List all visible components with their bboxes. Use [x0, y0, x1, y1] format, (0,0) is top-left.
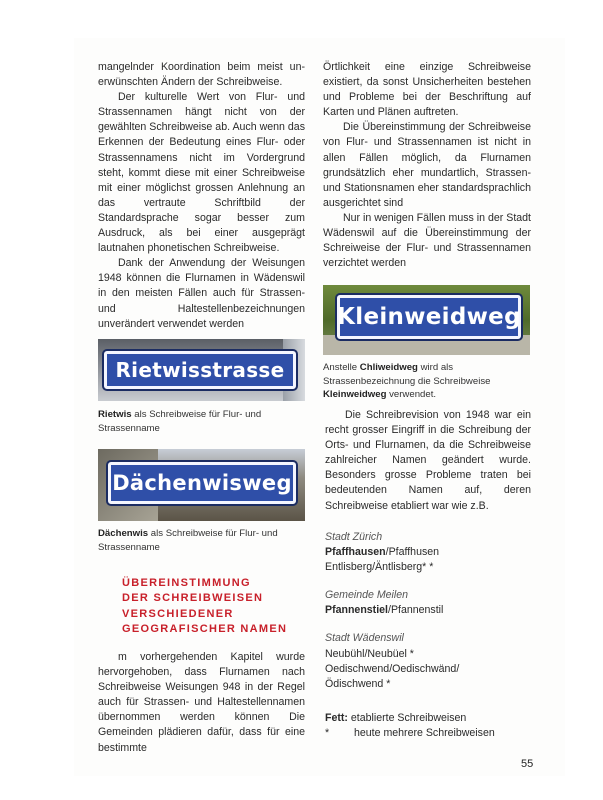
example-line: Entlisberg/Äntlisberg* * — [325, 561, 434, 574]
paragraph: mangelnder Koordination beim meist un-erwünschten Ändern der Schreibweise. — [98, 61, 305, 89]
street-sign: Rietwisstrasse — [104, 351, 296, 389]
legend-star: * heute mehrere Schreibweisen — [325, 727, 495, 740]
example-line: Pfaffhausen/Pfaffhusen — [325, 546, 440, 559]
section-heading: ÜBEREINSTIMMUNG DER SCHREIBWEISEN VERSCHIEDENER GEOGRAFISCHER NAMEN — [122, 577, 288, 636]
paragraph: Der kulturelle Wert von Flur- und Strassennamen hängt nicht von der gewählten Schreibweise ab. Auch wenn das Erkennen der Bedeutung eines Flur- oder Strassennamens nicht im Vordergrund steht, kommt diese mit einer Schreibweise mit einer möglichst grossen Anlehnung an das vertraute Schriftbild der Standardsprache sogar besser zum Ausdruck, als bei einer ausgeprägt lautnahen phonetischen Schreibweise. — [98, 91, 305, 255]
street-sign-photo — [98, 449, 305, 521]
page-number: 55 — [521, 758, 534, 770]
paragraph: Nur in wenigen Fällen muss in der Stadt Wädenswil auf die Übereinstimmung der Schreiweise der Flur- und Strassennamen verzichtet werden — [323, 211, 531, 270]
legend — [325, 711, 495, 741]
location-label: Stadt Wädenswil — [325, 632, 404, 645]
paragraph: Die Schreibrevision von 1948 war ein recht grosser Eingriff in die Schreibung der Orts- und Flurnamen, da die Schreibweise zahlreicher Namen geändert wurde. Besonders grosse Probleme traten bei bedeutenden Namen auf, deren Schreibweise etabliert war wie z.B. — [325, 409, 531, 512]
street-sign-photo — [323, 285, 530, 355]
street-sign-photo — [98, 339, 305, 401]
left-column-bottom — [98, 650, 305, 756]
figure-caption: Rietwis als Schreibweise für Flur- und Strassenname — [98, 409, 262, 434]
example-line: Pfannenstiel/Pfannenstil — [325, 604, 444, 617]
legend-bold: Fett: etablierte Schreibweisen — [325, 712, 467, 724]
location-label: Stadt Zürich — [325, 531, 383, 543]
left-column — [98, 60, 305, 332]
paragraph: Örtlichkeit eine einzige Schreibweise existiert, da sonst Unsicherheiten bestehen und Probleme bei der Beschriftung auf Karten und Plänen auftreten. — [323, 61, 531, 119]
figure-caption: Dächenwis als Schreibweise für Flur- und Strassenname — [98, 528, 278, 553]
figure-caption: Anstelle Chliweidweg wird als Strassenbezeichnung die Schreibweise Kleinweidweg verwendet. — [323, 362, 491, 400]
example-line: Ödischwend * — [325, 677, 391, 690]
street-sign: Kleinweidweg — [337, 295, 521, 339]
paragraph: m vorhergehenden Kapitel wurde hervorgehoben, dass Flurnamen nach Schreibweise Weisungen 948 in der Regel auch für Strassen- und Haltestellennamen übernommen werden können Die Gemeinden plädieren dafür, dass für eine bestimmte — [98, 651, 305, 754]
name-examples — [325, 530, 545, 692]
paragraph: Die Übereinstimmung der Schreibweise von Flur- und Strassennamen ist nicht in allen Fällen möglich, da Flurnamen grundsätzlich eher mundartlich, Strassen- und Stationsnamen eher standardsprachlich ausgerichtet sind — [323, 121, 531, 209]
right-column-lower — [325, 408, 531, 514]
street-sign: Dächenwisweg — [108, 462, 296, 504]
right-column — [323, 60, 531, 271]
paragraph: Dank der Anwendung der Weisungen 1948 können die Flurnamen in Wädenswil in den meisten Fällen auch für Strassen- und Haltestellenbezeichnungen unverändert verwendet werden — [98, 257, 305, 330]
location-label: Gemeinde Meilen — [325, 589, 409, 602]
example-line: Oedischwend/Oedischwänd/ — [325, 662, 460, 675]
example-line: Neubühl/Neubüel * — [325, 647, 414, 660]
